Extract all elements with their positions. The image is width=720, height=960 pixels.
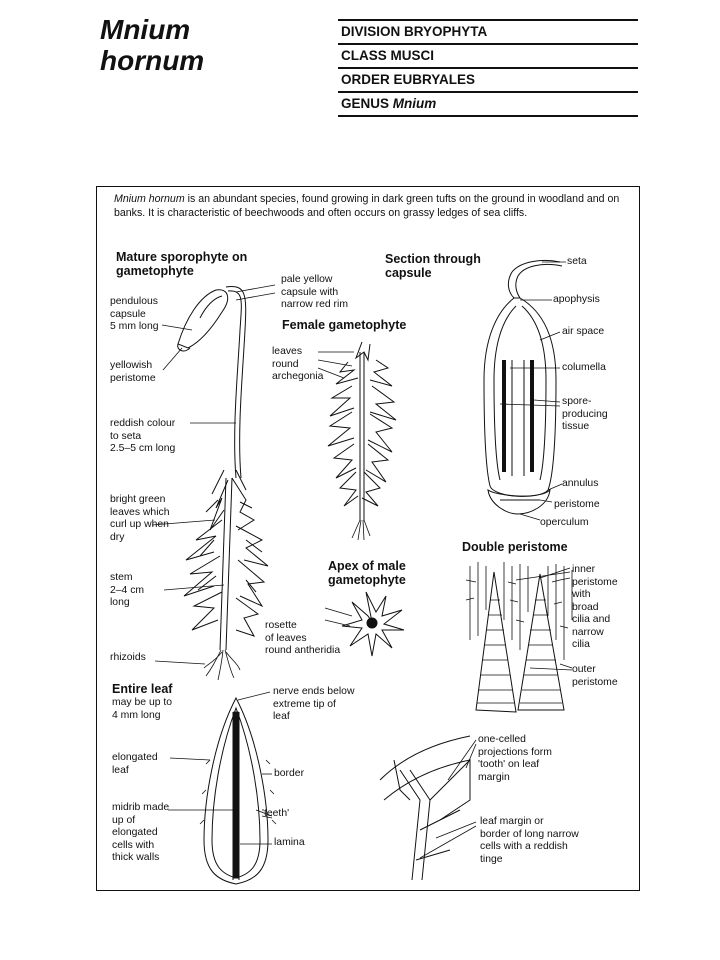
label-operculum: operculum <box>540 517 589 528</box>
label-line: curl up when <box>110 519 169 530</box>
label-line: bright green <box>110 494 166 505</box>
label-line: peristome <box>572 676 618 688</box>
label-line: leaves <box>272 346 303 357</box>
label-spore-tissue <box>562 396 608 434</box>
label-line: tinge <box>480 853 503 865</box>
label-columella: columella <box>562 362 606 373</box>
capsule-section-drawing <box>484 260 562 514</box>
order-row: ORDER EUBRYALES <box>338 67 638 91</box>
title-epithet: hornum <box>100 45 205 76</box>
label-line: inner <box>572 564 596 575</box>
label-line: yellowish <box>110 360 153 371</box>
label-line: tissue <box>562 421 590 432</box>
label-line: dry <box>110 531 125 543</box>
heading-sporophyte <box>116 250 247 278</box>
label-stem <box>110 572 144 610</box>
label-line: peristome <box>110 372 156 384</box>
label-line: elongated <box>112 827 158 838</box>
label-line: stem <box>110 572 133 583</box>
label-line: cilia and <box>572 614 611 625</box>
intro-species: Mnium hornum <box>114 193 185 205</box>
label-elongated-leaf <box>112 752 158 777</box>
heading-male <box>328 559 406 587</box>
label-line: leaf <box>273 711 290 722</box>
label-line: thick walls <box>112 852 160 863</box>
label-apophysis: apophysis <box>553 294 600 305</box>
double-peristome-drawing <box>466 562 572 712</box>
entire-leaf-drawing <box>200 698 276 884</box>
leaf-margin-detail-drawing <box>380 736 470 880</box>
label-line: peristome <box>572 576 618 588</box>
label-line: cells with <box>112 839 155 851</box>
label-reddish-seta <box>110 418 175 456</box>
title-genus: Mnium <box>100 14 191 45</box>
label-lamina: lamina <box>274 837 305 848</box>
label-line: long <box>110 597 130 608</box>
label-line: capsule with <box>281 286 339 298</box>
label-line: cilia <box>572 639 590 650</box>
label-line: with <box>572 589 591 600</box>
label-line: extreme tip of <box>273 698 336 710</box>
label-yellowish-peristome <box>110 360 156 385</box>
label-line: projections form <box>478 746 552 758</box>
label-line: narrow <box>572 626 604 638</box>
label-peristome: peristome <box>554 499 600 510</box>
heading-section-line2: capsule <box>385 266 432 280</box>
label-line: one-celled <box>478 734 526 745</box>
label-line: 2.5–5 cm long <box>110 443 176 454</box>
label-line: round antheridia <box>265 645 341 656</box>
label-line: margin <box>478 771 510 783</box>
label-teeth: 'teeth' <box>262 808 290 819</box>
genus-prefix: GENUS <box>341 96 390 111</box>
label-line: 4 mm long <box>112 709 161 721</box>
label-line: pendulous <box>110 296 158 307</box>
label-line: round <box>272 358 299 370</box>
label-line: 2–4 cm <box>110 584 145 596</box>
class-row: CLASS MUSCI <box>338 43 638 67</box>
label-line: archegonia <box>272 371 324 382</box>
label-line: leaves which <box>110 506 170 518</box>
label-bright-green-leaves <box>110 494 170 544</box>
label-rosette <box>265 620 340 658</box>
label-annulus: annulus <box>562 478 599 489</box>
intro-text: is an abundant species, found growing in dark green tufts on the ground in woodland and on banks. It is characteristic of beechwoods and often occurs on grassy ledges of sea cliffs. <box>114 193 620 219</box>
label-line: 'tooth' on leaf <box>478 759 540 770</box>
label-one-celled <box>478 734 552 784</box>
division-row: DIVISION BRYOPHYTA <box>338 19 638 43</box>
female-gametophyte-drawing <box>328 342 396 540</box>
label-rhizoids: rhizoids <box>110 652 146 663</box>
label-line: midrib made <box>112 802 170 813</box>
label-line: border of long narrow <box>480 828 579 840</box>
heading-sporophyte-line2: gametophyte <box>116 264 194 278</box>
heading-entire-leaf: Entire leaf <box>112 682 173 696</box>
label-line: leaf <box>112 764 129 776</box>
label-line: leaf margin or <box>480 816 544 827</box>
label-pendulous-capsule <box>110 296 159 334</box>
heading-male-line1: Apex of male <box>328 559 406 573</box>
label-line: rosette <box>265 620 297 631</box>
male-rosette-drawing <box>342 592 404 656</box>
label-line: pale yellow <box>281 274 333 285</box>
label-pale-yellow <box>281 274 348 312</box>
label-line: 5 mm long <box>110 321 159 332</box>
label-line: nerve ends below <box>273 686 355 697</box>
label-leaf-size <box>112 697 172 722</box>
label-line: to seta <box>110 430 142 442</box>
label-border: border <box>274 768 305 779</box>
heading-male-line2: gametophyte <box>328 573 406 587</box>
label-outer-peristome <box>572 664 618 689</box>
label-leaf-margin <box>480 816 579 866</box>
label-nerve-ends <box>273 686 354 724</box>
label-line: reddish colour <box>110 418 176 429</box>
label-line: of leaves <box>265 632 307 644</box>
heading-double-peristome: Double peristome <box>462 540 568 554</box>
label-line: narrow red rim <box>281 299 348 310</box>
label-line: may be up to <box>112 697 173 708</box>
heading-female: Female gametophyte <box>282 318 407 332</box>
label-midrib <box>112 802 169 865</box>
label-line: outer <box>572 664 596 675</box>
label-line: capsule <box>110 308 146 320</box>
label-line: up of <box>112 814 136 826</box>
label-line: producing <box>562 408 608 420</box>
label-line: broad <box>572 601 599 613</box>
label-line: cells with a reddish <box>480 841 568 852</box>
genus-name: Mnium <box>392 96 437 111</box>
heading-sporophyte-line1: Mature sporophyte on <box>116 250 248 264</box>
label-air-space: air space <box>562 326 605 337</box>
heading-section-line1: Section through <box>385 252 481 266</box>
label-line: elongated <box>112 752 158 763</box>
label-inner-peristome <box>572 564 618 652</box>
label-line: spore- <box>562 396 592 407</box>
heading-section <box>385 252 481 280</box>
label-seta: seta <box>567 256 587 267</box>
sporophyte-drawing <box>178 286 268 680</box>
label-leaves-round-archegonia <box>272 346 323 384</box>
